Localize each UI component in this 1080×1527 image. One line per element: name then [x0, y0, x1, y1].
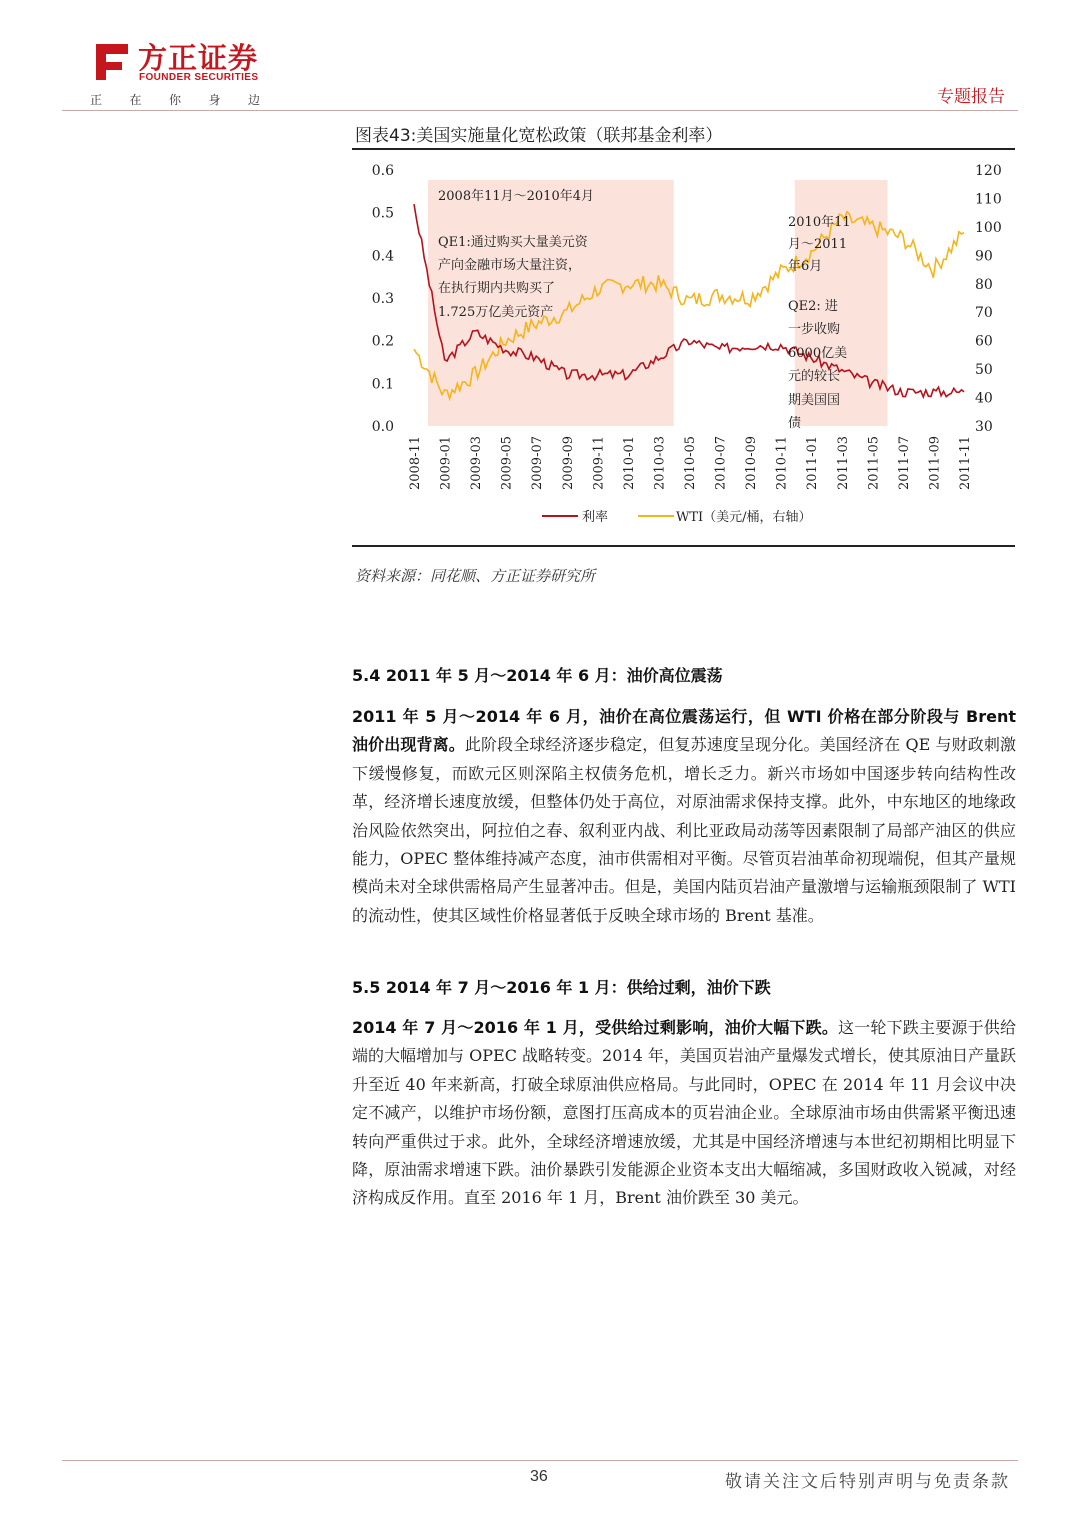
slogan-char: 在: [129, 93, 142, 107]
section-paragraph-5-4: [352, 703, 1016, 930]
legend-wti-label: WTI（美元/桶，右轴）: [676, 510, 812, 525]
qe1-period-label: 2008年11月～2010年4月: [438, 189, 594, 204]
y-left-tick-label: 0.5: [371, 205, 394, 222]
y-left-tick-label: 0.3: [371, 291, 394, 307]
y-left-tick-label: 0.6: [371, 163, 394, 179]
y-right-tick-label: 70: [975, 305, 993, 322]
section-title-5-4: 5.4 2011 年 5 月～2014 年 6 月：油价高位震荡: [352, 666, 723, 685]
qe2-period-label: 年6月: [788, 259, 823, 274]
y-right-tick-label: 80: [975, 276, 993, 293]
x-tick-label: 2011-07: [896, 435, 912, 490]
x-tick-label: 2009-09: [560, 435, 576, 490]
qe2-desc-line: 元的较长: [788, 369, 841, 384]
y-left-tick-label: 0.2: [371, 333, 394, 350]
y-left-tick-label: 0.4: [371, 248, 394, 265]
x-tick-label: 2010-11: [774, 435, 790, 490]
x-tick-label: 2011-03: [835, 435, 851, 490]
qe2-desc-line: 债: [788, 416, 802, 431]
figure-top-rule: [352, 148, 1015, 150]
x-tick-label: 2010-09: [744, 435, 760, 490]
section-title-5-5: 5.5 2014 年 7 月～2016 年 1 月：供给过剩，油价下跌: [352, 978, 771, 997]
x-tick-label: 2011-01: [805, 435, 821, 490]
page-number: 36: [530, 1468, 548, 1485]
legend-rate-label: 利率: [582, 510, 609, 525]
slogan: [90, 91, 260, 108]
y-right-tick-label: 50: [975, 362, 993, 379]
x-tick-label: 2009-05: [499, 435, 515, 490]
qe1-desc-line: 产向金融市场大量注资，: [438, 258, 582, 273]
qe2-desc-line: 6000亿美: [788, 346, 848, 361]
x-tick-label: 2011-05: [866, 435, 882, 490]
y-right-tick-label: 120: [975, 163, 1002, 179]
x-tick-label: 2010-03: [652, 435, 668, 490]
slogan-char: 边: [247, 93, 260, 107]
y-left-tick-label: 0.1: [371, 376, 394, 393]
slogan-char: 身: [208, 93, 221, 107]
y-right-tick-label: 90: [975, 248, 993, 265]
qe-period-shade: [428, 180, 674, 426]
x-tick-label: 2010-05: [683, 435, 698, 490]
y-right-tick-label: 30: [975, 419, 993, 435]
figure-bottom-rule: [352, 545, 1015, 547]
qe1-desc-line: 1.725万亿美元资产: [438, 305, 554, 320]
qe-rate-wti-chart: [352, 152, 1015, 542]
header-divider: [62, 110, 1018, 111]
x-tick-label: 2008-11: [408, 435, 423, 490]
y-right-tick-label: 100: [975, 219, 1002, 236]
qe1-desc-line: 在执行期内共购买了: [438, 281, 556, 296]
x-tick-label: 2009-07: [530, 435, 546, 490]
x-tick-label: 2009-11: [591, 435, 607, 490]
x-tick-label: 2011-09: [927, 435, 943, 490]
logo-text-cn: 方正证券: [138, 41, 259, 75]
paragraph-lead: 2011 年 5 月～2014 年 6 月，油价在高位震荡运行，但 WTI 价格在部分阶段与 Brent 油价出现背离。: [352, 707, 1016, 755]
x-tick-label: 2009-03: [469, 435, 485, 490]
qe2-period-label: 2010年11: [788, 215, 851, 230]
paragraph-body: 这一轮下跌主要源于供给端的大幅增加与 OPEC 战略转变。2014 年，美国页岩油产量爆发式增长，使其原油日产量跃升至近 40 年来新高，打破全球原油供应格局。与此同时，OPEC 在 2014 年 11 月会议中决定不减产，以维护市场份额，意图打压高成本的页岩油企业。全球原油市场由供需紧平衡迅速转向严重供过于求。此外，全球经济增速放缓，尤其是中国经济增速与本世纪初期相比明显下降，原油需求增速下跌。油价暴跌引发能源企业资本支出大幅缩减，多国财政收入锐减，对经济构成反作用。直至 2016 年 1 月，Brent 油价跌至 30 美元。: [352, 1018, 1016, 1208]
x-tick-label: 2010-01: [621, 435, 637, 490]
figure-title: 图表43:美国实施量化宽松政策（联邦基金利率）: [355, 126, 723, 146]
report-type-label: 专题报告: [937, 87, 1005, 107]
qe2-desc-line: 期美国国: [788, 393, 841, 408]
paragraph-lead: 2014 年 7 月～2016 年 1 月，受供给过剩影响，油价大幅下跌。: [352, 1018, 839, 1037]
qe1-desc-line: QE1:通过购买大量美元资: [438, 235, 588, 250]
x-tick-label: 2011-11: [958, 435, 973, 490]
y-left-tick-label: 0.0: [371, 419, 394, 435]
paragraph-body: 此阶段全球经济逐步稳定，但复苏速度呈现分化。美国经济在 QE 与财政刺激下缓慢修复，而欧元区则深陷主权债务危机，增长乏力。新兴市场如中国逐步转向结构性改革，经济增长速度放缓，但整体仍处于高位，对原油需求保持支撑。此外，中东地区的地缘政治风险依然突出，阿拉伯之春、叙利亚内战、利比亚政局动荡等因素限制了局部产油区的供应能力，OPEC 整体维持减产态度，油市供需相对平衡。尽管页岩油革命初现端倪，但其产量规模尚未对全球供需格局产生显著冲击。但是，美国内陆页岩油产量激增与运输瓶颈限制了 WTI 的流动性，使其区域性价格显著低于反映全球市场的 Brent 基准。: [352, 735, 1016, 925]
disclaimer-text: 敬请关注文后特别声明与免责条款: [725, 1472, 1010, 1492]
slogan-char: 你: [168, 93, 181, 107]
qe2-desc-line: QE2: 进: [788, 299, 838, 314]
section-paragraph-5-5: [352, 1014, 1016, 1213]
founder-logo-icon: [90, 40, 132, 82]
logo-text-en: FOUNDER SECURITIES: [139, 72, 259, 83]
y-right-tick-label: 110: [975, 191, 1002, 208]
y-right-tick-label: 60: [975, 333, 993, 350]
figure-source: 资料来源：同花顺、方正证券研究所: [355, 567, 596, 585]
y-right-tick-label: 40: [975, 390, 993, 407]
footer-divider: [62, 1460, 1018, 1461]
x-tick-label: 2010-07: [713, 435, 729, 490]
slogan-char: 正: [90, 93, 103, 107]
qe2-desc-line: 一步收购: [788, 322, 841, 337]
x-tick-label: 2009-01: [438, 435, 454, 490]
qe2-period-label: 月～2011: [788, 237, 848, 252]
